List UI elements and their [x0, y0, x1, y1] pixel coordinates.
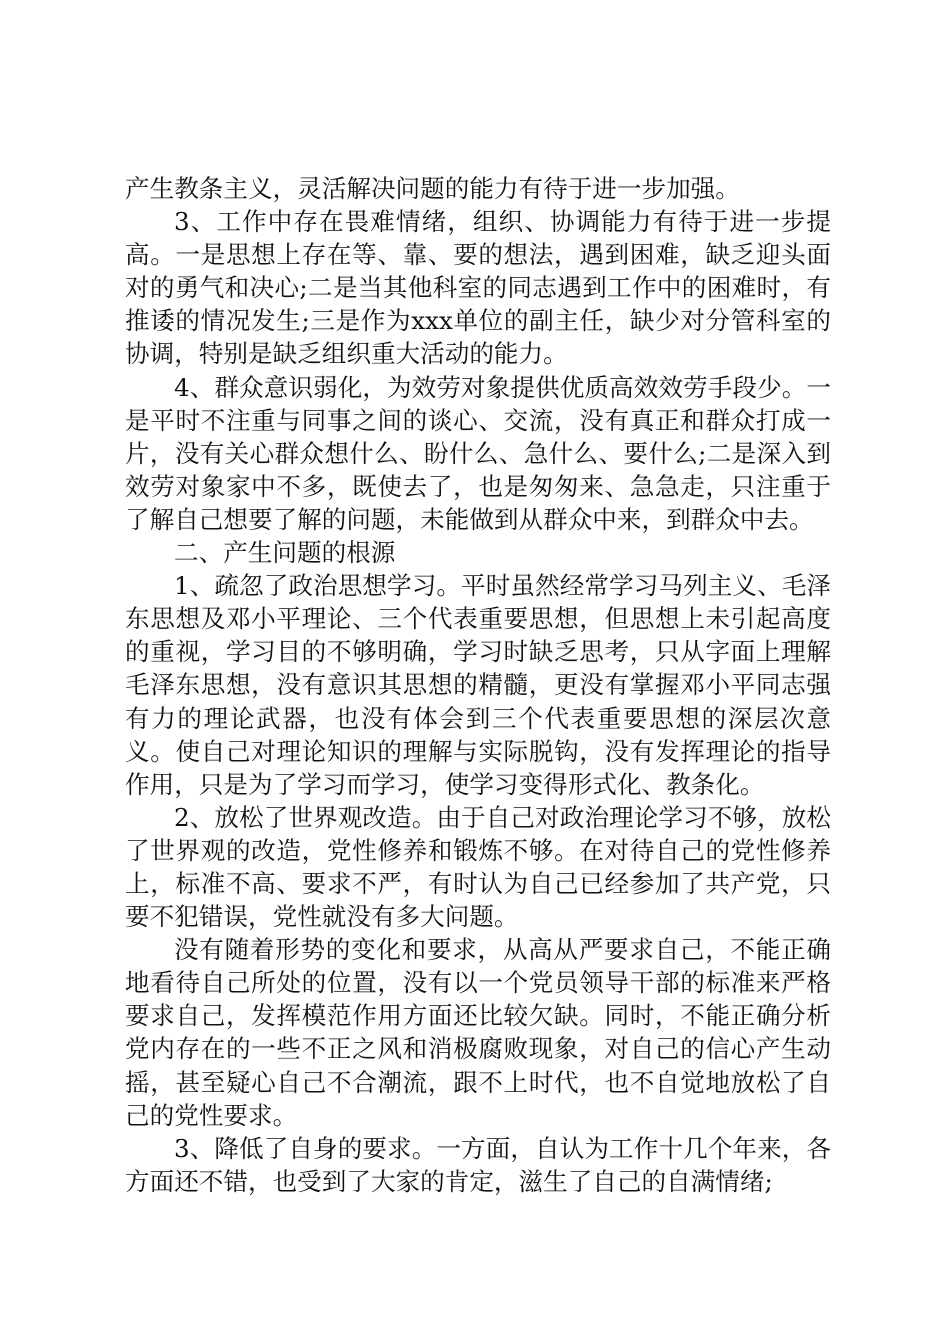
paragraph-2: 3、工作中存在畏难情绪，组织、协调能力有待于进一步提高。一是思想上存在等、靠、要的想法，遇到困难，缺乏迎头面对的勇气和决心;二是当其他科室的同志遇到工作中的困难时，有推诿的情况发生;三是作为xxx单位的副主任，缺少对分管科室的协调，特别是缺乏组织重大活动的能力。: [125, 207, 831, 369]
paragraph-6: 2、放松了世界观改造。由于自己对政治理论学习不够，放松了世界观的改造，党性修养和锻炼不够。在对待自己的党性修养上，标准不高、要求不严，有时认为自己已经参加了共产党，只要不犯错误，党性就没有多大问题。: [125, 802, 831, 932]
section-heading: 二、产生问题的根源: [174, 538, 396, 568]
paragraph-8: 3、降低了自身的要求。一方面，自认为工作十几个年来，各方面还不错，也受到了大家的肯定，滋生了自己的自满情绪;: [125, 1133, 831, 1196]
paragraph-7: 没有随着形势的变化和要求，从高从严要求自己，不能正确地看待自己所处的位置，没有以一个党员领导干部的标准来严格要求自己，发挥模范作用方面还比较欠缺。同时，不能正确分析党内存在的一些不正之风和消极腐败现象，对自己的信心产生动摇，甚至疑心自己不合潮流，跟不上时代，也不自觉地放松了自己的党性要求。: [125, 935, 831, 1130]
paragraph-3: 4、群众意识弱化，为效劳对象提供优质高效效劳手段少。一是平时不注重与同事之间的谈心、交流，没有真正和群众打成一片，没有关心群众想什么、盼什么、急什么、要什么;二是深入到效劳对象家中不多，既使去了，也是匆匆来、急急走，只注重于了解自己想要了解的问题，未能做到从群众中来，到群众中去。: [125, 372, 831, 534]
paragraph-1: 产生教条主义，灵活解决问题的能力有待于进一步加强。: [125, 174, 740, 203]
paragraph-5: 1、疏忽了政治思想学习。平时虽然经常学习马列主义、毛泽东思想及邓小平理论、三个代表重要思想，但思想上未引起高度的重视，学习目的不够明确，学习时缺乏思考，只从字面上理解毛泽东思想，没有意识其思想的精髓，更没有掌握邓小平同志强有力的理论武器，也没有体会到三个代表重要思想的深层次意义。使自己对理论知识的理解与实际脱钩，没有发挥理论的指导作用，只是为了学习而学习，使学习变得形式化、教条化。: [125, 571, 831, 799]
document-body: [125, 172, 831, 1198]
